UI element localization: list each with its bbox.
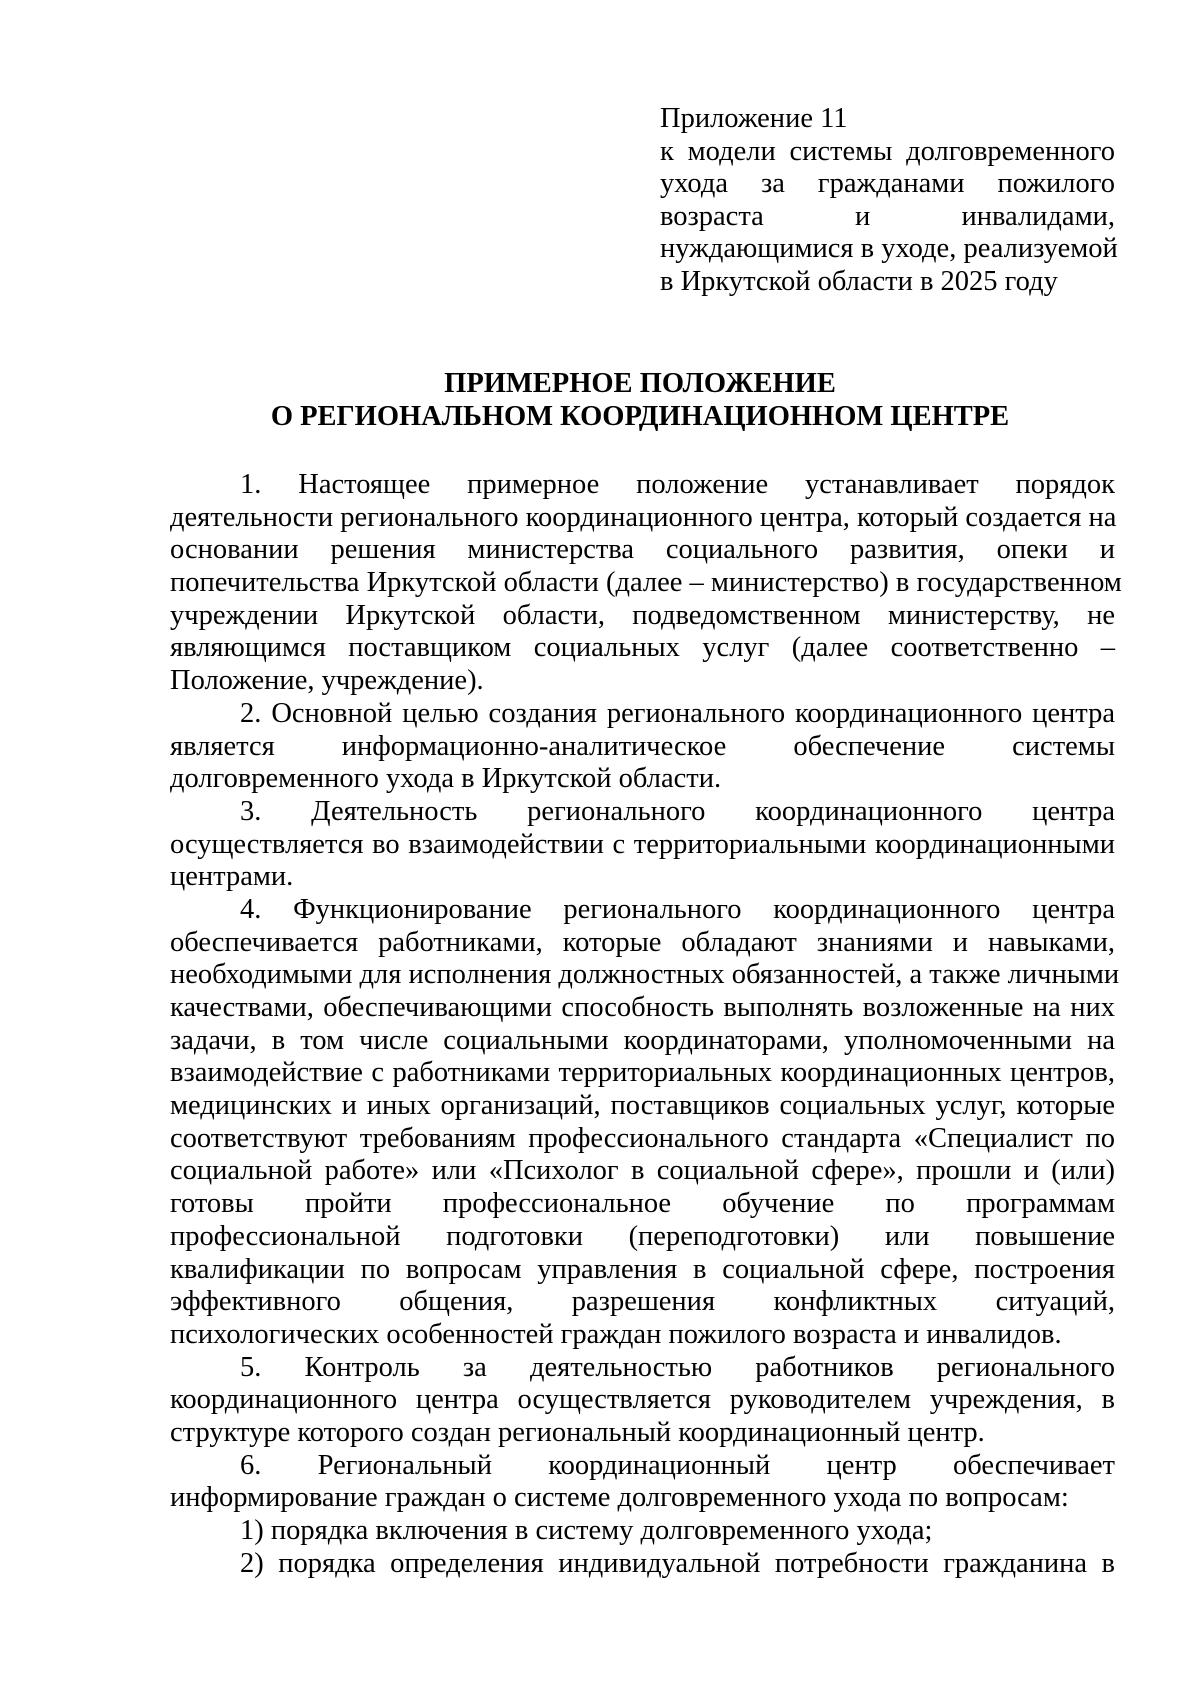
body-line: осуществляется во взаимодействии с территориальными координационными bbox=[170, 828, 1115, 860]
appendix-line: Приложение 11 bbox=[660, 103, 848, 134]
body-line: медицинских и иных организаций, поставщиков социальных услуг, которые bbox=[170, 1090, 1115, 1122]
body-line: структуре которого создан региональный координационный центр. bbox=[170, 1416, 985, 1448]
appendix-line: к модели системы долговременного bbox=[660, 135, 1115, 167]
body-line: социальной работе» или «Психолог в социальной сфере», прошли и (или) bbox=[170, 1155, 1115, 1187]
body-line: необходимыми для исполнения должностных обязанностей, а также личными bbox=[170, 959, 1120, 991]
body-line: 6. Региональный координационный центр обеспечивает bbox=[240, 1449, 1115, 1481]
appendix-line: возраста и инвалидами, bbox=[660, 200, 1115, 232]
body-line: психологических особенностей граждан пожилого возраста и инвалидов. bbox=[170, 1318, 1062, 1350]
body-line: 3. Деятельность регионального координационного центра bbox=[240, 795, 1115, 827]
body-line: соответствуют требованиям профессионального стандарта «Специалист по bbox=[170, 1122, 1115, 1154]
body-line: задачи, в том числе социальными координаторами, уполномоченными на bbox=[170, 1024, 1115, 1056]
body-line: взаимодействие с работниками территориальных координационных центров, bbox=[170, 1057, 1115, 1089]
appendix-line: нуждающимися в уходе, реализуемой bbox=[660, 233, 1118, 264]
body-line: координационного центра осуществляется руководителем учреждения, в bbox=[170, 1384, 1115, 1416]
body-line: долговременного ухода в Иркутской области. bbox=[170, 763, 722, 795]
body-line: 5. Контроль за деятельностью работников регионального bbox=[240, 1351, 1115, 1383]
body-line: является информационно-аналитическое обеспечение системы bbox=[170, 730, 1115, 762]
body-line: Положение, учреждение). bbox=[170, 665, 484, 697]
body-line: попечительства Иркутской области (далее – министерство) в государственном bbox=[170, 567, 1122, 599]
appendix-line: ухода за гражданами пожилого bbox=[660, 168, 1115, 199]
body-line: 4. Функционирование регионального координационного центра bbox=[240, 893, 1115, 925]
body-line: 1. Настоящее примерное положение устанавливает порядок bbox=[240, 469, 1115, 500]
body-line: центрами. bbox=[170, 861, 294, 893]
title-line-2: О РЕГИОНАЛЬНОМ КООРДИНАЦИОННОМ ЦЕНТРЕ bbox=[270, 401, 1010, 432]
body-line: квалификации по вопросам управления в социальной сфере, построения bbox=[170, 1253, 1115, 1285]
body-line: готовы пройти профессиональное обучение по программам bbox=[170, 1188, 1115, 1220]
body-line: информирование граждан о системе долговременного ухода по вопросам: bbox=[170, 1482, 1069, 1514]
body-line: основании решения министерства социального развития, опеки и bbox=[170, 534, 1115, 566]
body-line: деятельности регионального координационного центра, который создается на bbox=[170, 501, 1117, 533]
body-line: 2) порядка определения индивидуальной потребности гражданина в bbox=[240, 1547, 1115, 1579]
body-line: обеспечивается работниками, которые обладают знаниями и навыками, bbox=[170, 926, 1115, 958]
body-line: профессиональной подготовки (переподготовки) или повышение bbox=[170, 1220, 1115, 1252]
title-line-1: ПРИМЕРНОЕ ПОЛОЖЕНИЕ bbox=[444, 368, 836, 399]
body-line: 2. Основной целью создания регионального координационного центра bbox=[240, 697, 1115, 729]
appendix-header bbox=[660, 103, 1118, 298]
appendix-line: в Иркутской области в 2025 году bbox=[660, 265, 1058, 297]
body-line: учреждении Иркутской области, подведомственном министерству, не bbox=[170, 599, 1115, 631]
body-line: являющимся поставщиком социальных услуг (далее соответственно – bbox=[170, 632, 1115, 664]
document-body bbox=[170, 469, 1122, 1580]
body-line: 1) порядка включения в систему долговременного ухода; bbox=[240, 1515, 933, 1546]
document-title bbox=[160, 367, 1120, 433]
body-line: эффективного общения, разрешения конфликтных ситуаций, bbox=[170, 1286, 1115, 1318]
body-line: качествами, обеспечивающими способность выполнять возложенные на них bbox=[170, 992, 1115, 1023]
